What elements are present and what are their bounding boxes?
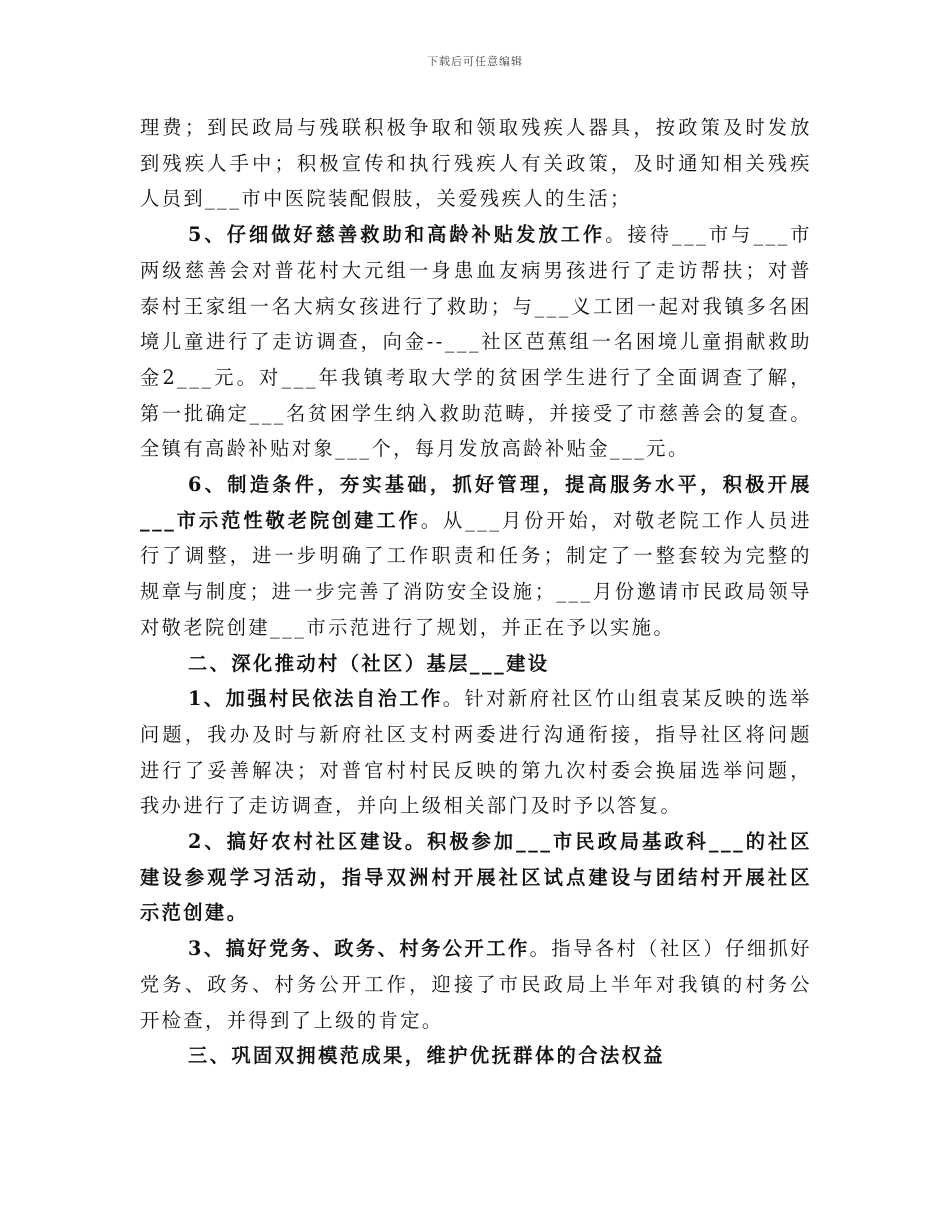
paragraph-lead: 2、搞好农村社区建设。积极参加___市民政局基政科___的社区建设参观学习活动，指导双洲村开展社区试点建设与团结村开展社区示范创建。	[140, 830, 812, 925]
paragraph-text: 。指导各村（社区）仔细抓好党务、政务、村务公开工作，迎接了市民政局上半年对我镇的村务公开检查，并得到了上级的肯定。	[140, 937, 812, 1032]
paragraph-text: 理费；到民政局与残联积极争取和领取残疾人器具，按政策及时发放到残疾人手中；积极宣传和执行残疾人有关政策，及时通知相关残疾人员到___市中医院装配假肢，关爱残疾人的生活；	[140, 116, 812, 211]
paragraph-community-building	[140, 824, 812, 931]
document-body	[140, 110, 812, 1074]
section-heading-3: 三、巩固双拥模范成果，维护优抚群体的合法权益	[188, 1044, 666, 1068]
paragraph-lead: 1、加强村民依法自治工作	[188, 687, 443, 711]
paragraph-village-autonomy	[140, 681, 812, 824]
section-heading-2: 二、深化推动村（社区）基层___建设	[188, 651, 550, 675]
paragraph-text: 。针对新府社区竹山组袁某反映的选举问题，我办及时与新府社区支村两委进行沟通衔接，指导社区将问题进行了妥善解决；对普官村村民反映的第九次村委会换届选举问题，我办进行了走访调查，并向上级相关部门及时予以答复。	[140, 687, 812, 818]
paragraph-lead: 6、制造条件，夯实基础，抓好管理，提高服务水平，积极开展___市示范性敬老院创建工作	[140, 473, 812, 532]
paragraph-text: 。从___月份开始，对敬老院工作人员进行了调整，进一步明确了工作职责和任务；制定了一整套较为完整的规章与制度；进一步完善了消防安全设施；___月份邀请市民政局领导对敬老院创建___市示范进行了规划，并正在予以实施。	[140, 508, 813, 639]
paragraph-public-affairs	[140, 931, 812, 1038]
paragraph-disability-support	[140, 110, 812, 217]
paragraph-lead: 5、仔细做好慈善救助和高龄补贴发放工作	[188, 223, 606, 247]
paragraph-charity-relief	[140, 217, 812, 467]
paragraph-nursing-home	[140, 467, 812, 646]
paragraph-lead: 3、搞好党务、政务、村务公开工作	[188, 937, 530, 961]
page-header-note: 下载后可任意编辑	[427, 55, 523, 68]
paragraph-text: 。接待___市与___市两级慈善会对普花村大元组一身患血友病男孩进行了走访帮扶；对普泰村王家组一名大病女孩进行了救助；与___义工团一起对我镇多名困境儿童进行了走访调查，向金--___社区芭蕉组一名困境儿童捐献救助金2___元。对___年我镇考取大学的贫困学生进行了全面调查了解，第一批确定___名贫困学生纳入救助范畴，并接受了市慈善会的复查。全镇有高龄补贴对象___个，每月发放高龄补贴金___元。	[140, 223, 812, 461]
